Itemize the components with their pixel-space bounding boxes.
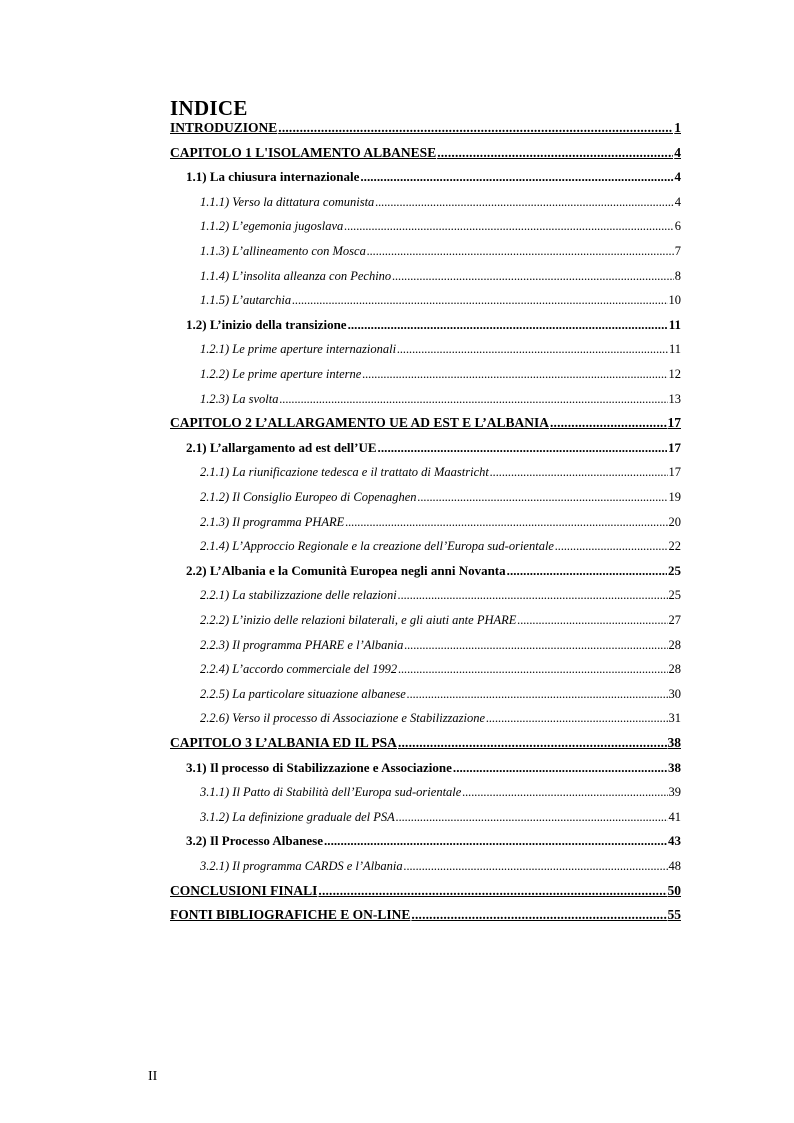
toc-entry[interactable] [200,538,681,554]
toc-entry-title: 3.1.2) La definizione graduale del PSA [200,809,395,824]
page-number: II [148,1069,158,1084]
toc-entry-title: 3.2.1) Il programma CARDS e l’Albania [200,859,403,873]
toc-entry[interactable] [170,415,681,431]
toc-entry[interactable] [200,464,681,480]
toc-entry[interactable] [200,637,681,653]
dot-leader [418,489,668,505]
toc-entry[interactable] [200,612,681,628]
toc-entry-page: 28 [668,662,681,677]
toc-entry-title: 3.1.1) Il Patto di Stabilità dell’Europa sud-orientale [200,785,462,800]
toc-entry-page: 17 [668,465,681,480]
toc-entry[interactable] [200,341,681,357]
toc-entry-title: CAPITOLO 2 L’ALLARGAMENTO UE AD EST E L’ALBANIA [170,415,549,431]
toc-entry-page: 13 [668,391,681,406]
toc-entry-page: 43 [668,833,681,849]
dot-leader [396,809,668,825]
dot-leader [404,858,668,874]
toc-entry-title: 2.2) L’Albania e la Comunità Europea negli anni Novanta [186,562,506,578]
dot-leader [507,563,667,579]
dot-leader [348,317,668,333]
toc-entry-page: 17 [668,439,681,455]
toc-entry-page: 22 [668,539,681,554]
toc-entry[interactable] [170,883,681,899]
toc-entry-title: 2.2.1) La stabilizzazione delle relazioni [200,588,397,603]
dot-leader [360,169,673,185]
dot-leader [462,784,667,800]
toc-entry-title: 1.1.1) Verso la dittatura comunista [200,194,375,209]
toc-entry-title: 2.2.4) L’accordo commerciale del 1992 [200,662,398,677]
dot-leader [345,514,667,530]
toc-entry-title: 2.2.3) Il programma PHARE e l’Albania [200,637,404,652]
dot-leader [486,710,667,726]
toc-entry-page: 55 [667,907,681,923]
toc-entry-page: 4 [674,144,681,160]
toc-entry-page: 19 [668,490,681,504]
toc-entry-page: 6 [674,219,681,234]
toc-entry[interactable] [200,292,681,308]
toc-entry[interactable] [200,194,681,210]
toc-entry-title: 2.2.6) Verso il processo di Associazione e Stabilizzazione [200,711,486,726]
dot-leader [398,661,667,677]
dot-leader [517,612,667,628]
toc-entry-page: 10 [668,293,681,308]
toc-entry[interactable] [170,145,681,161]
toc-entry-title: 1.1.4) L’insolita alleanza con Pechino [200,268,392,283]
toc-entry-page: 50 [667,882,681,898]
toc-entry-title: INTRODUZIONE [170,120,278,135]
toc-entry-page: 4 [674,169,681,185]
toc-entry-title: 1.2.3) La svolta [200,391,279,406]
toc-entry[interactable] [186,563,681,579]
toc-entry[interactable] [200,218,681,234]
dot-leader [344,218,673,234]
toc-entry-title: CAPITOLO 3 L’ALBANIA ED IL PSA [170,735,397,750]
dot-leader [411,907,666,923]
dot-leader [398,735,667,751]
toc-entry[interactable] [200,243,681,259]
toc-entry-page: 30 [668,686,681,701]
toc-entry-title: 1.2.2) Le prime aperture interne [200,367,362,381]
toc-entry-title: 2.1) L’allargamento ad est dell’UE [186,439,377,455]
dot-leader [407,686,668,702]
toc-entry-title: 1.2) L’inizio della transizione [186,316,347,332]
toc-entry-title: 1.1.2) L’egemonia jugoslava [200,219,344,234]
toc-entry-page: 38 [668,759,681,775]
toc-entry[interactable] [186,317,681,333]
dot-leader [375,194,673,210]
dot-leader [550,415,667,431]
toc-entry-page: 39 [668,785,681,800]
dot-leader [490,464,668,480]
toc-entry-title: 2.1.2) Il Consiglio Europeo di Copenaghen [200,490,417,504]
toc-entry-page: 38 [667,735,681,750]
toc-entry[interactable] [200,587,681,603]
toc-entry-page: 17 [667,415,681,431]
toc-entry-page: 11 [668,342,681,357]
toc-entry[interactable] [186,833,681,849]
toc-entry-title: 1.1.5) L’autarchia [200,293,292,308]
toc-entry-title: 2.1.1) La riunificazione tedesca e il trattato di Maastricht [200,465,489,480]
toc-entry[interactable] [200,661,681,677]
toc-entry[interactable] [200,710,681,726]
toc-entry-page: 7 [674,244,681,258]
toc-entry-title: 1.1.3) L’allineamento con Mosca [200,244,366,258]
toc-entry-page: 48 [668,859,681,873]
dot-leader [397,341,668,357]
toc-entry-title: 1.1) La chiusura internazionale [186,169,360,185]
dot-leader [278,120,673,136]
toc-entry-title: 2.1.4) L’Approccio Regionale e la creazione dell’Europa sud-orientale [200,539,554,554]
toc-entry-page: 25 [668,562,681,578]
toc-entry[interactable] [200,784,681,800]
dot-leader [362,366,667,382]
dot-leader [453,760,667,776]
toc-entry-page: 11 [668,316,681,332]
toc-entry[interactable] [200,514,681,530]
dot-leader [378,440,667,456]
toc-entry-page: 25 [668,588,681,603]
dot-leader [398,587,668,603]
toc-entry[interactable] [170,120,681,136]
toc-entry-page: 8 [674,268,681,283]
dot-leader [318,883,666,899]
toc-entry-page: 20 [668,514,681,529]
toc-entry-title: FONTI BIBLIOGRAFICHE E ON-LINE [170,907,411,923]
toc-entry-page: 12 [668,367,681,381]
toc-entry-title: 2.2.2) L’inizio delle relazioni bilaterali, e gli aiuti ante PHARE [200,613,517,627]
toc-entry[interactable] [200,809,681,825]
toc-entry-title: 2.1.3) Il programma PHARE [200,514,345,529]
toc-entry[interactable] [200,489,681,505]
toc-entry-title: 2.2.5) La particolare situazione albanese [200,686,406,701]
toc-entry-page: 28 [668,637,681,652]
dot-leader [324,833,667,849]
toc-entry[interactable] [170,907,681,923]
toc-entry-page: 41 [668,809,681,824]
dot-leader [555,538,668,554]
dot-leader [279,391,667,407]
dot-leader [292,292,667,308]
toc-entry[interactable] [200,268,681,284]
toc-entry[interactable] [186,169,681,185]
toc-entry[interactable] [200,686,681,702]
dot-leader [404,637,667,653]
toc-entry-page: 31 [668,711,681,726]
toc-entry-title: 1.2.1) Le prime aperture internazionali [200,342,397,357]
toc-entry-page: 4 [674,194,681,209]
dot-leader [392,268,674,284]
toc-entry-title: CONCLUSIONI FINALI [170,882,318,898]
toc-entry[interactable] [200,858,681,874]
toc-entry-page: 27 [668,613,681,627]
toc-entry-title: CAPITOLO 1 L'ISOLAMENTO ALBANESE [170,144,437,160]
toc-entry[interactable] [186,760,681,776]
toc-entry[interactable] [200,391,681,407]
toc-entry-title: 3.2) Il Processo Albanese [186,833,323,849]
toc-entry[interactable] [186,440,681,456]
toc-entry[interactable] [200,366,681,382]
dot-leader [437,145,673,161]
toc-entry[interactable] [170,735,681,751]
page-title: INDICE [170,96,248,120]
toc-entry-page: 1 [674,120,681,135]
toc-entry-title: 3.1) Il processo di Stabilizzazione e Associazione [186,759,452,775]
dot-leader [367,243,674,259]
